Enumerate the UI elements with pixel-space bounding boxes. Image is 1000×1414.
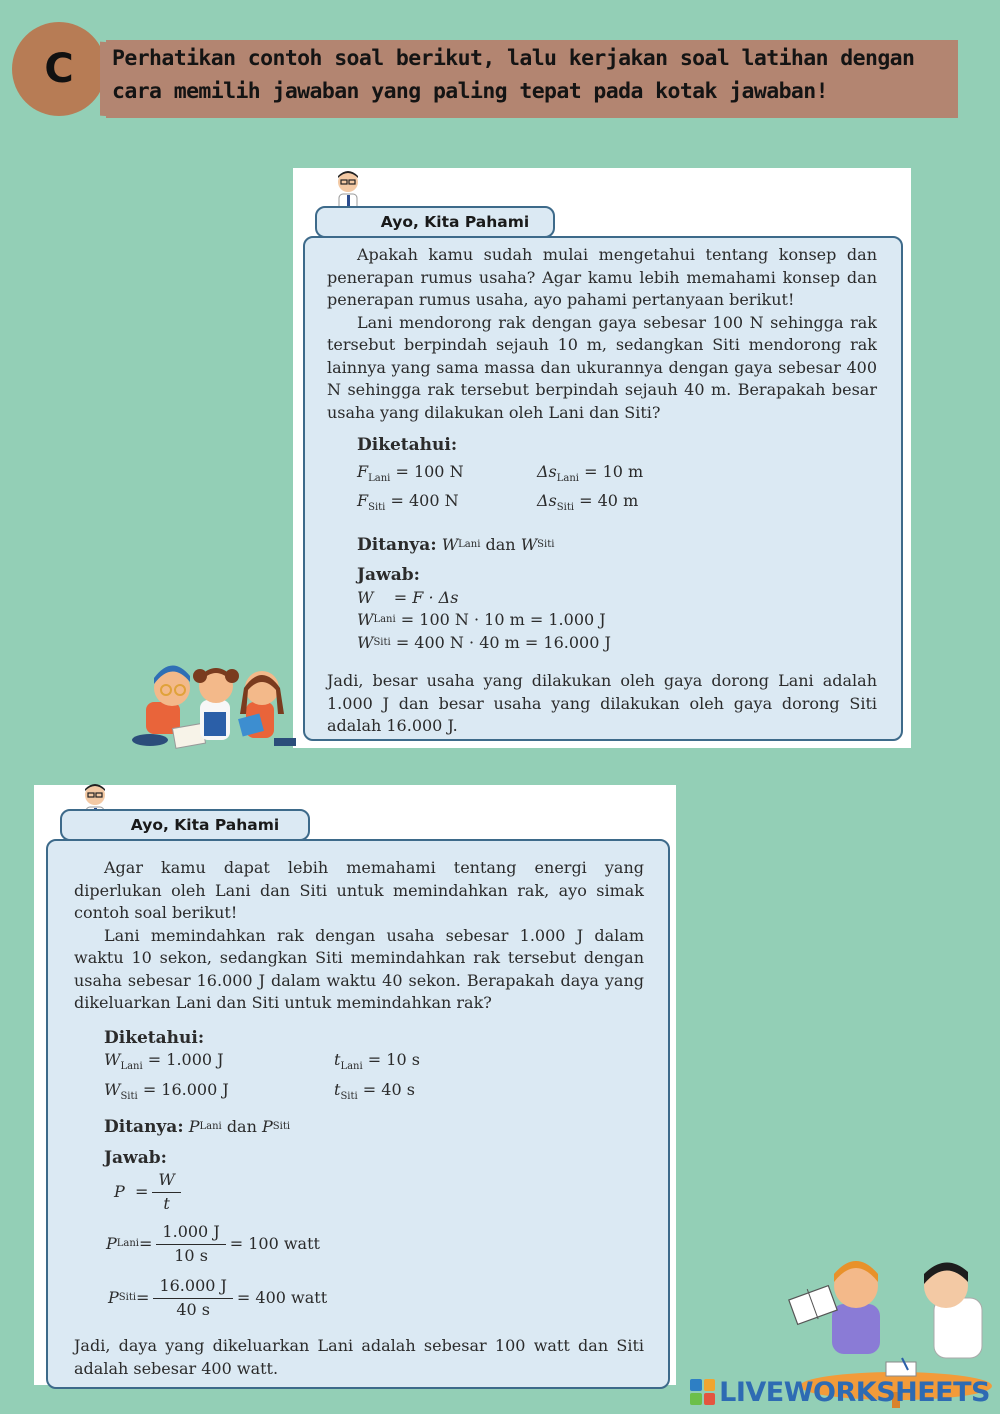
- instruction-line-2: cara memilih jawaban yang paling tepat pada kotak jawaban!: [112, 79, 828, 104]
- f-lani-value: = 100 N: [395, 461, 464, 481]
- example-panel-work: [293, 168, 911, 748]
- conclusion-paragraph: Jadi, daya yang dikeluarkan Lani adalah sebesar 100 watt dan Siti adalah sebesar 400 watt.: [74, 1336, 644, 1378]
- badge-letter: C: [44, 46, 74, 92]
- panel-content: [327, 244, 877, 738]
- t-siti-value: = 40 s: [362, 1079, 415, 1099]
- known-heading: Diketahui:: [357, 435, 458, 455]
- w-siti-value: = 16.000 J: [142, 1079, 229, 1099]
- p-lani-result: = 100 watt: [229, 1234, 320, 1254]
- conclusion-paragraph: Jadi, besar usaha yang dilakukan oleh gaya dorong Lani adalah 1.000 J dan besar usaha yang dilakukan oleh gaya dorong Siti adalah 16.000 J.: [327, 671, 877, 736]
- equation-siti: P Siti = $\frac{16.000 J}{40 s}$ = 400 watt: [108, 1276, 328, 1319]
- ds-siti-value: = 40 m: [579, 491, 639, 511]
- equation-general: W = F · Δs: [357, 587, 459, 607]
- w-lani-value: = 1.000 J: [147, 1050, 224, 1069]
- instruction-line-1: Perhatikan contoh soal berikut, lalu kerjakan soal latihan dengan: [112, 46, 915, 71]
- tab-title: Ayo, Kita Pahami: [60, 809, 310, 841]
- p-siti-result: = 400 watt: [236, 1288, 328, 1308]
- equation-siti: W Siti = 400 N · 40 m = 16.000 J: [357, 632, 611, 652]
- section-badge: [12, 22, 106, 116]
- equation-general: P = $\frac{W}{t}$: [114, 1169, 644, 1215]
- problem-paragraph: Lani memindahkan rak dengan usaha sebesar 1.000 J dalam waktu 10 sekon, sedangkan Siti memindahkan rak tersebut dengan usaha sebesar 16.000 J dalam waktu 40 sekon. Berapakah daya yang dikeluarkan Lani dan Siti untuk memindahkan rak?: [74, 925, 644, 1012]
- children-reading-illustration: [128, 660, 298, 750]
- example-panel-power: [34, 785, 676, 1385]
- known-row-siti: $W_{Siti} = 16.000$ J $t_{Siti} = 40$ s: [104, 1079, 415, 1102]
- answer-heading: Jawab:: [357, 565, 420, 586]
- logo-grid-icon: [690, 1379, 715, 1405]
- equation-lani: P Lani = $\frac{1.000 J}{10 s}$ = 100 watt: [106, 1222, 320, 1265]
- known-row-lani: $F_{Lani} = 100$ N $\Delta s_{Lani} = 10$ m: [357, 461, 644, 484]
- liveworksheets-logo: [690, 1376, 990, 1408]
- ds-lani-value: = 10 m: [584, 461, 644, 481]
- panel-content: [74, 857, 644, 1380]
- instruction-text: [112, 42, 952, 108]
- problem-paragraph: Lani mendorong rak dengan gaya sebesar 100 N sehingga rak tersebut berpindah sejauh 10 m, sedangkan Siti mendorong rak lainnya yang sama massa dan ukurannya dengan gaya sebesar 400 N sehingga rak tersebut berpindah sejauh 40 m. Berapakah besar usaha yang dilakukan oleh Lani dan Siti?: [327, 312, 877, 422]
- f-siti-value: = 400 N: [390, 491, 459, 511]
- logo-text: LIVEWORKSHEETS: [719, 1376, 990, 1408]
- intro-paragraph: Agar kamu dapat lebih memahami tentang energi yang diperlukan oleh Lani dan Siti untuk memindahkan rak, ayo simak contoh soal berikut!: [74, 858, 644, 922]
- equation-lani: W Lani = 100 N · 10 m = 1.000 J: [357, 610, 606, 630]
- known-row-siti: $F_{Siti} = 400$ N $\Delta s_{Siti} = 40$ m: [357, 491, 639, 514]
- asked-row: Ditanya: P Lani dan P Siti: [104, 1117, 291, 1138]
- intro-paragraph: Apakah kamu sudah mulai mengetahui tentang konsep dan penerapan rumus usaha? Agar kamu lebih memahami konsep dan penerapan rumus usaha, ayo pahami pertanyaan berikut!: [327, 245, 877, 309]
- tab-title: Ayo, Kita Pahami: [315, 206, 555, 238]
- asked-row: Ditanya: W Lani dan W Siti: [357, 534, 555, 555]
- known-heading: Diketahui:: [104, 1027, 205, 1048]
- t-lani-value: = 10 s: [367, 1050, 420, 1069]
- answer-heading: Jawab:: [104, 1147, 167, 1168]
- known-row-lani: $W_{Lani} = 1.000$ J $t_{Lani} = 10$ s: [104, 1050, 420, 1073]
